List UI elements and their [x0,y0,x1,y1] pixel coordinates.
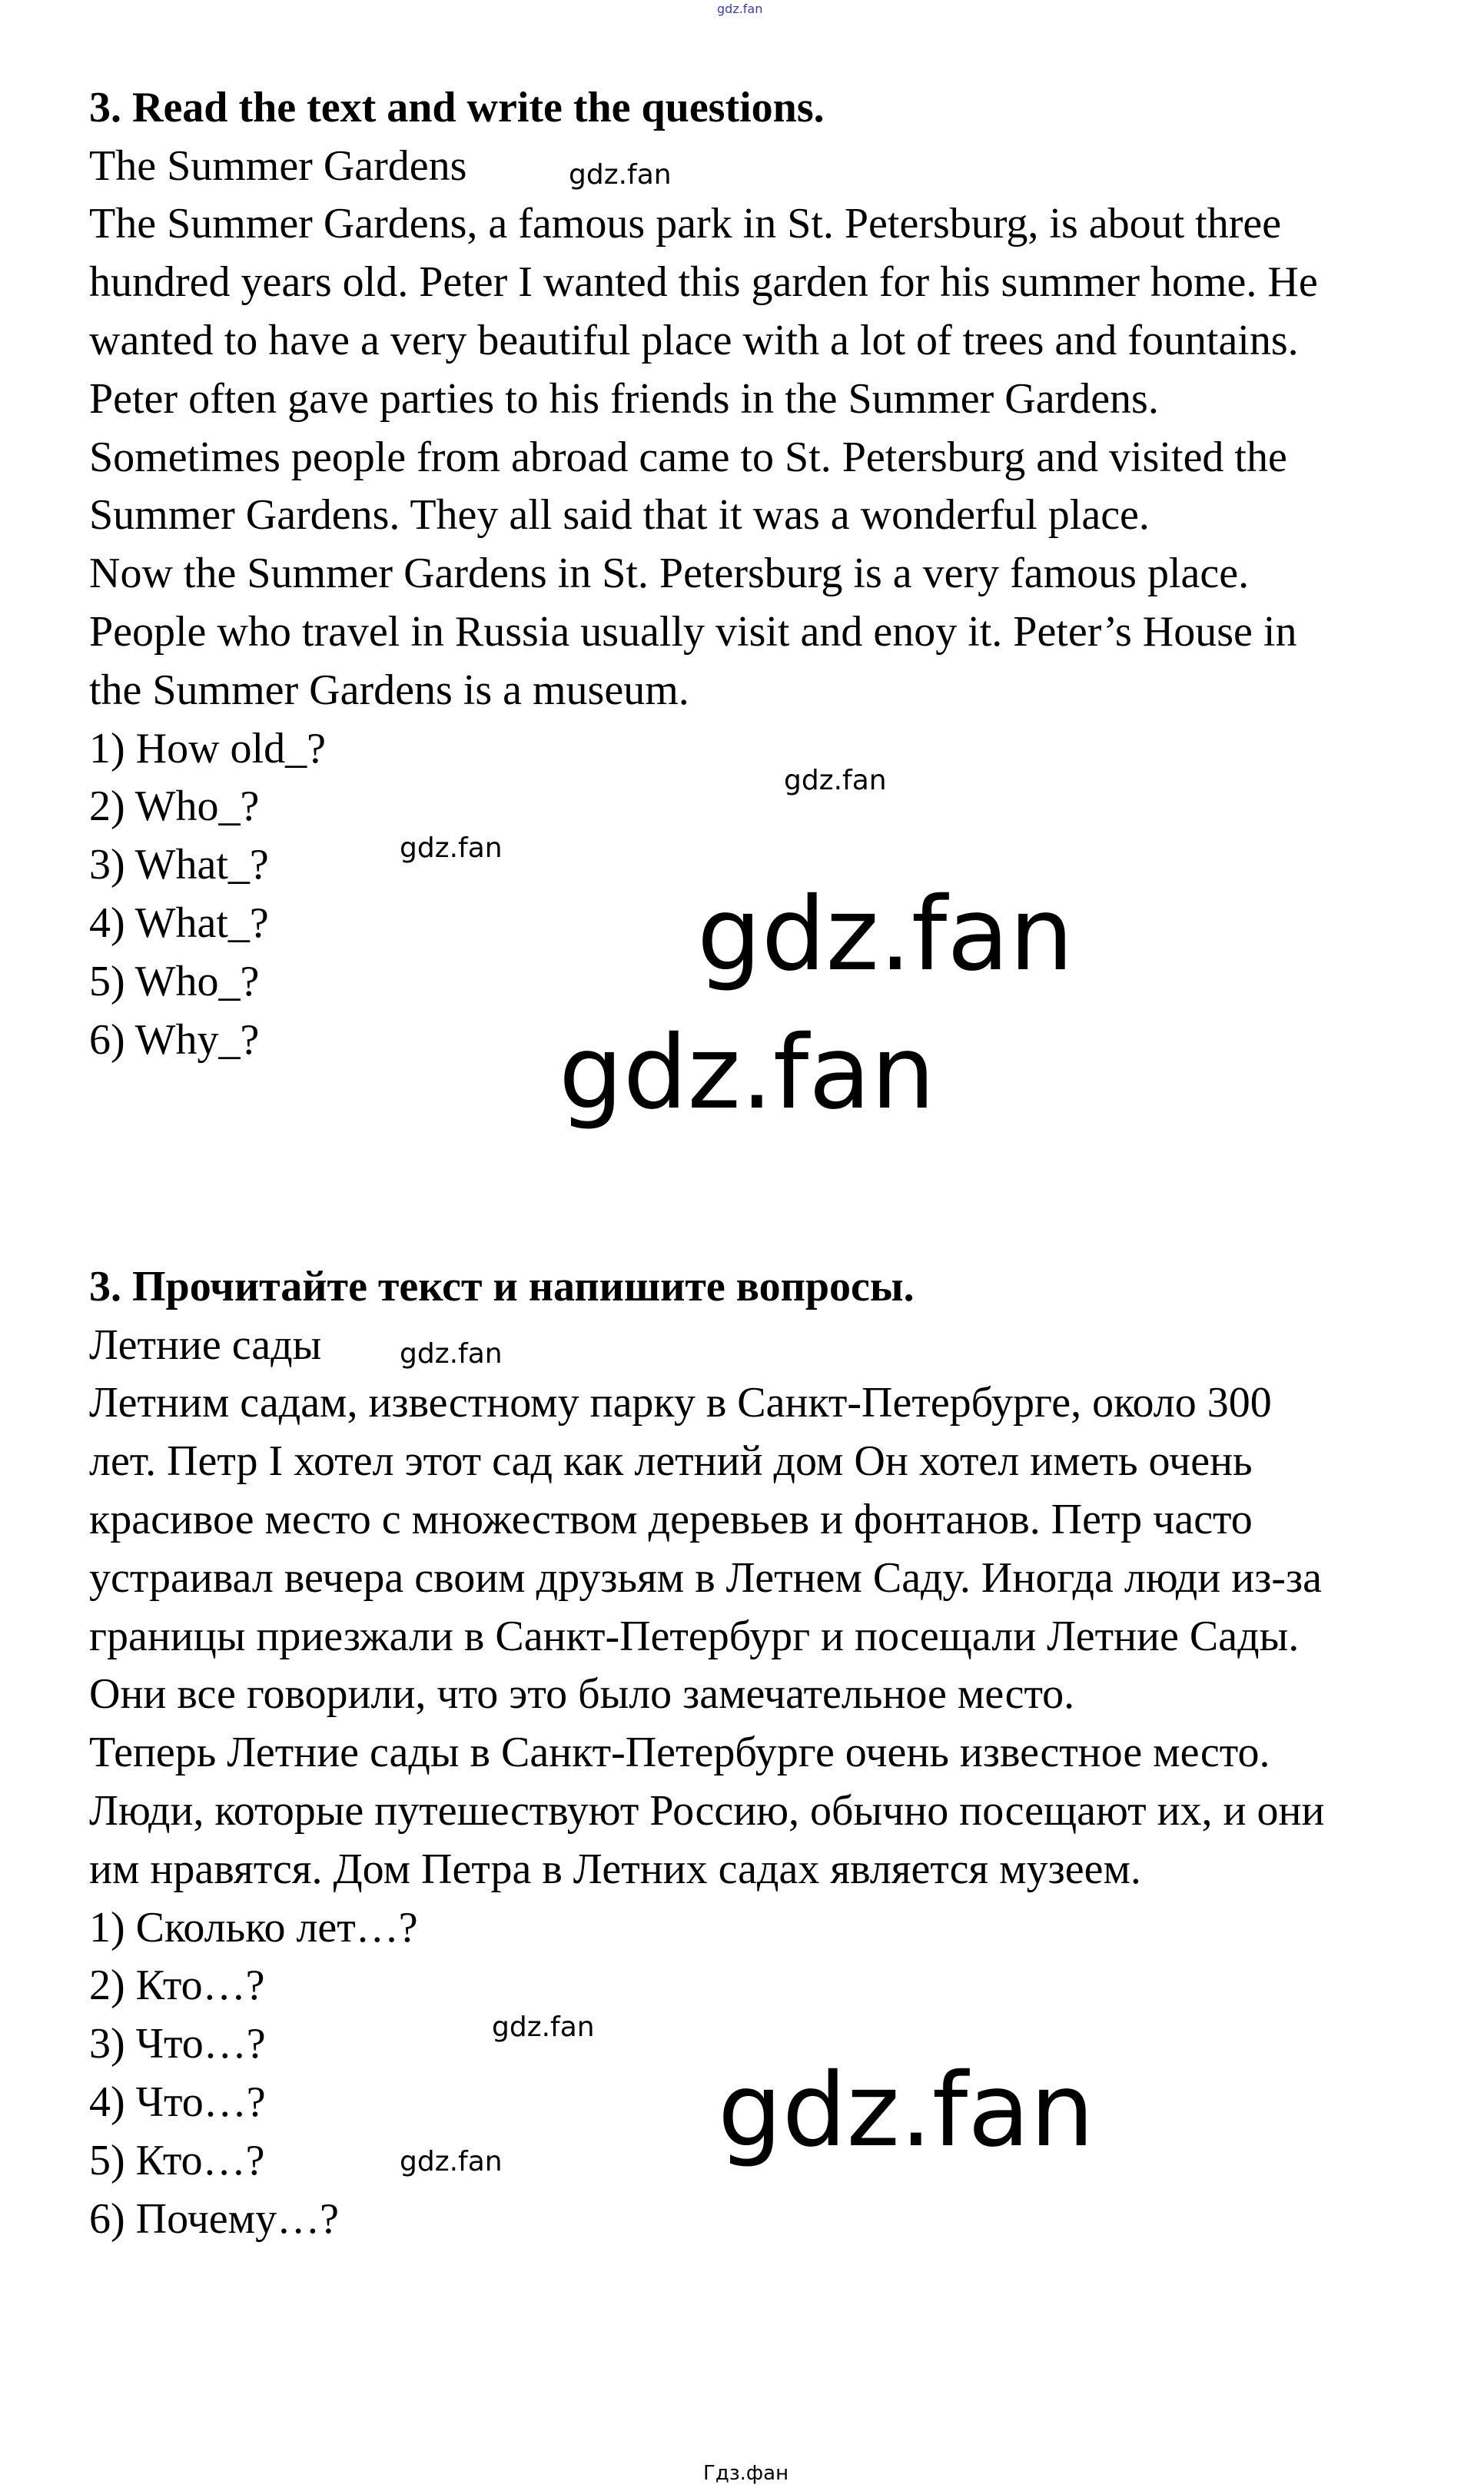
english-text-line: 4) What_? [89,899,269,947]
english-text-line: wanted to have a very beautiful place with a lot of trees and fountains. [89,316,1299,364]
russian-text-line: лет. Петр I хотел этот сад как летний дом Он хотел иметь очень [89,1437,1253,1486]
english-text-line: The Summer Gardens [89,141,467,190]
russian-text-line: им нравятся. Дом Петра в Летних садах является музеем. [89,1845,1141,1893]
russian-text-line: 6) Почему…? [89,2194,339,2243]
english-text-line: Now the Summer Gardens in St. Petersburg is a very famous place. [89,550,1250,598]
watermark-large: gdz.fan [718,2051,1094,2170]
watermark-small: gdz.fan [492,2011,595,2043]
watermark-large: gdz.fan [697,875,1074,994]
watermark-small: gdz.fan [400,2146,503,2177]
russian-text-line: устраивал вечера своим друзьям в Летнем Саду. Иногда люди из-за [89,1553,1322,1602]
russian-heading: 3. Прочитайте текст и напишите вопросы. [89,1262,915,1310]
russian-text-line: Летние сады [89,1320,322,1369]
russian-text-line: Летним садам, известному парку в Санкт-Петербурге, около 300 [89,1379,1272,1427]
watermark-large: gdz.fan [559,1014,935,1132]
english-heading: 3. Read the text and write the questions. [89,83,825,131]
russian-text-line: 5) Кто…? [89,2136,265,2184]
english-text-line: 6) Why_? [89,1015,260,1064]
english-text-line: hundred years old. Peter I wanted this garden for his summer home. He [89,258,1318,307]
footer-watermark: Гдз.фан [703,2462,789,2485]
russian-text-line: Они все говорили, что это было замечательное место. [89,1670,1075,1719]
watermark-small: gdz.fan [400,832,503,864]
russian-text-line: 3) Что…? [89,2020,266,2068]
russian-text-line: красивое место с множеством деревьев и фонтанов. Петр часто [89,1495,1253,1543]
russian-text-line: Люди, которые путешествуют Россию, обычно посещают их, и они [89,1786,1325,1835]
english-text-line: People who travel in Russia usually visit and enoy it. Peter’s House in [89,607,1297,656]
russian-text-line: границы приезжали в Санкт-Петербург и посещали Летние Сады. [89,1612,1300,1660]
watermark-top: gdz.fan [717,2,763,16]
english-text-line: The Summer Gardens, a famous park in St. Petersburg, is about three [89,200,1282,248]
english-text-line: 2) Who_? [89,782,260,831]
english-text-line: Peter often gave parties to his friends in the Summer Gardens. [89,374,1159,423]
watermark-small: gdz.fan [569,159,672,191]
russian-text-line: Теперь Летние сады в Санкт-Петербурге очень известное место. [89,1729,1270,1777]
english-text-line: 5) Who_? [89,957,260,1005]
english-text-line: 3) What_? [89,841,269,889]
watermark-small: gdz.fan [400,1338,503,1370]
watermark-small: gdz.fan [784,765,887,796]
english-text-line: Sometimes people from abroad came to St. Petersburg and visited the [89,433,1287,481]
english-text-line: 1) How old_? [89,724,326,772]
english-text-line: the Summer Gardens is a museum. [89,666,689,714]
english-text-line: Summer Gardens. They all said that it was a wonderful place. [89,491,1150,540]
russian-text-line: 4) Что…? [89,2078,266,2126]
russian-text-line: 1) Сколько лет…? [89,1903,418,1952]
russian-text-line: 2) Кто…? [89,1962,265,2010]
